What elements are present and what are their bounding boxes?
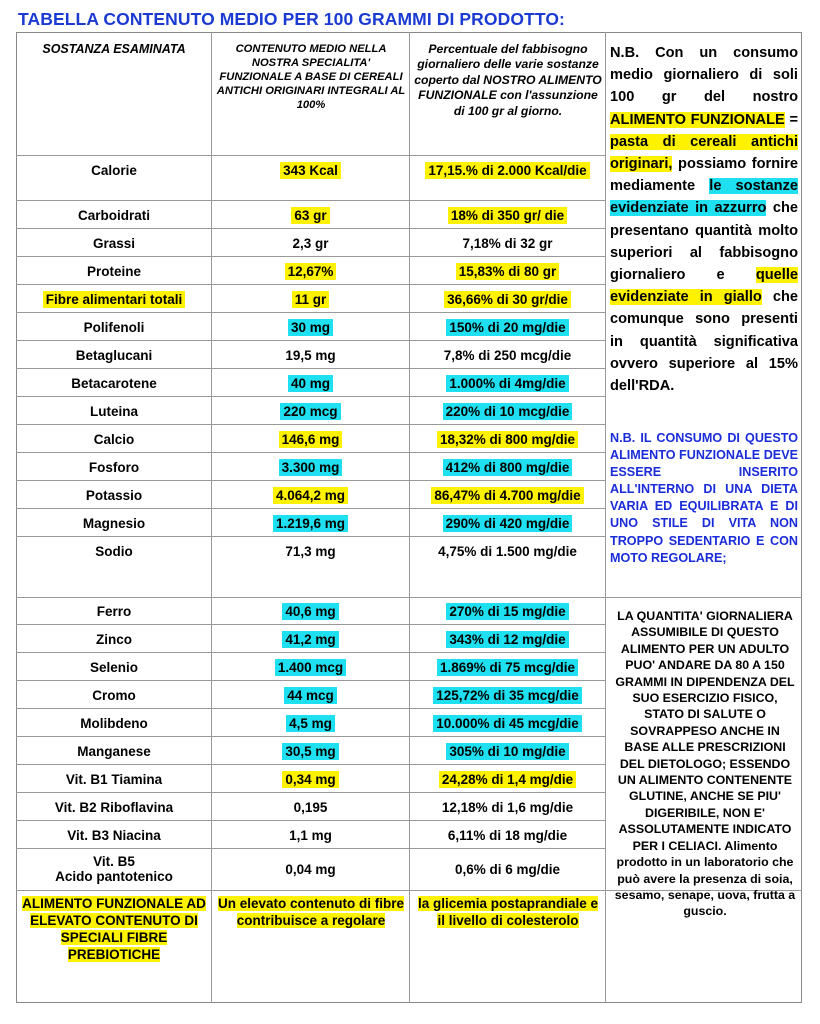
substance-name: Calorie [91, 162, 137, 178]
substance-value: 12,67% [212, 257, 409, 285]
substance-percent: 86,47% di 4.700 mg/die [410, 481, 605, 509]
footer-functional-food: ALIMENTO FUNZIONALE AD ELEVATO CONTENUTO DI SPECIALI FIBRE PREBIOTICHE [22, 896, 206, 962]
header-percent: Percentuale del fabbisogno giornaliero delle varie sostanze coperto dal NOSTRO ALIMENTO FUNZIONALE con l'assunzione di 100 gr al giorno. [414, 42, 602, 118]
substance-value: 1,1 mg [289, 827, 332, 843]
substance-percent: 290% di 420 mg/die [410, 509, 605, 537]
substance-name: Cromo [92, 687, 136, 703]
substance-name: Sodio [95, 543, 133, 559]
substance-name: Proteine [86, 263, 141, 279]
substance-value: 146,6 mg [212, 425, 409, 453]
substance-value: 220 mcg [212, 397, 409, 425]
substance-value: 0,195 [293, 799, 328, 815]
substance-percent: 305% di 10 mg/die [410, 737, 605, 765]
substance-name: Vit. B3 Niacina [67, 827, 161, 843]
substance-value: 30,5 mg [212, 737, 409, 765]
substance-value: 40 mg [212, 369, 409, 397]
substance-percent: 18,32% di 800 mg/die [410, 425, 605, 453]
substance-value: 30 mg [212, 313, 409, 341]
substance-name: Betacarotene [71, 375, 157, 391]
substance-name: Selenio [89, 659, 138, 675]
header-substance: SOSTANZA ESAMINATA [42, 42, 186, 56]
substance-name: Magnesio [82, 515, 146, 531]
substance-value: 1.400 mcg [212, 653, 409, 681]
daily-quantity-note: LA QUANTITA' GIORNALIERA ASSUMIBILE DI QUESTO ALIMENTO PER UN ADULTO PUO' ANDARE DA 80 A 150 GRAMMI IN DIPENDENZA DEL SUO ESERCIZIO FISICO, STATO DI SALUTE O SOVRAPPESO ANCHE IN BASE ALLE PRESCRIZIONI DEL DIETOLOGO; ESSENDO UN ALIMENTO CONTENENTE GLUTINE, ANCHE SE PIU' DIGERIBILE, NON E' ASSOLUTAMENTE INDICATO PER I CELIACI. Alimento prodotto in un laboratorio che può avere la presenza di soia, sesamo, senape, uova, frutta a guscio. [614, 609, 796, 919]
substance-name: Luteina [89, 403, 138, 419]
substance-percent: 412% di 800 mg/die [410, 453, 605, 481]
substance-value: 4.064,2 mg [212, 481, 409, 509]
substance-value: 2,3 gr [292, 235, 329, 251]
substance-percent: 15,83% di 80 gr [410, 257, 605, 285]
substance-value: 4,5 mg [212, 709, 409, 737]
substance-percent: 12,18% di 1,6 mg/die [441, 799, 574, 815]
substance-value: 0,04 mg [285, 861, 336, 877]
header-content: CONTENUTO MEDIO NELLA NOSTRA SPECIALITA' FUNZIONALE A BASE DI CEREALI ANTICHI ORIGINARI INTEGRALI AL 100% [216, 43, 406, 111]
substance-percent: 343% di 12 mg/die [410, 625, 605, 653]
substance-value: 44 mcg [212, 681, 409, 709]
substance-name: Grassi [92, 235, 136, 251]
substance-value: 71,3 mg [285, 543, 336, 559]
substance-value: 41,2 mg [212, 625, 409, 653]
substance-percent: 0,6% di 6 mg/die [454, 861, 561, 877]
substance-percent: 7,18% di 32 gr [462, 235, 553, 251]
substance-percent: 150% di 20 mg/die [410, 313, 605, 341]
page-title: TABELLA CONTENUTO MEDIO PER 100 GRAMMI DI PRODOTTO: [18, 9, 565, 29]
substance-name: Molibdeno [80, 715, 148, 731]
substance-value: 0,34 mg [212, 765, 409, 793]
substance-percent: 270% di 15 mg/die [410, 597, 605, 625]
substance-name: Vit. B2 Riboflavina [54, 799, 174, 815]
substance-percent: 7,8% di 250 mcg/die [443, 347, 572, 363]
substance-percent: 17,15.% di 2.000 Kcal/die [410, 155, 605, 185]
footer-fiber-effect: Un elevato contenuto di fibre contribuisce a regolare [217, 896, 404, 928]
substance-name: Carboidrati [77, 207, 150, 223]
substance-name: Polifenoli [83, 319, 145, 335]
substance-percent: 220% di 10 mcg/die [410, 397, 605, 425]
substance-value: 19,5 mg [285, 347, 336, 363]
substance-name: Betaglucani [75, 347, 153, 363]
substance-name: Potassio [85, 487, 143, 503]
substance-name: Ferro [96, 603, 132, 619]
substance-percent: 1.869% di 75 mcg/die [410, 653, 605, 681]
substance-percent: 36,66% di 30 gr/die [410, 285, 605, 313]
substance-value: 40,6 mg [212, 597, 409, 625]
substance-value: 11 gr [212, 285, 409, 313]
substance-percent: 1.000% di 4mg/die [410, 369, 605, 397]
substance-percent: 18% di 350 gr/ die [410, 201, 605, 229]
substance-percent: 6,11% di 18 mg/die [447, 827, 568, 843]
substance-value: 1.219,6 mg [212, 509, 409, 537]
substance-name: Manganese [77, 743, 151, 759]
substance-percent: 125,72% di 35 mcg/die [410, 681, 605, 709]
substance-name: Fibre alimentari totali [17, 285, 211, 313]
substance-percent: 4,75% di 1.500 mg/die [438, 543, 577, 559]
substance-percent: 10.000% di 45 mcg/die [410, 709, 605, 737]
substance-name: Vit. B1 Tiamina [65, 771, 163, 787]
substance-name: Vit. B5 Acido pantotenico [55, 854, 173, 884]
substance-percent: 24,28% di 1,4 mg/die [410, 765, 605, 793]
consumption-note: N.B. Con un consumo medio giornaliero di soli 100 gr del nostro ALIMENTO FUNZIONALE = pasta di cereali antichi originari, possiamo fornire mediamente le sostanze evidenziate in azzurro che presentano quantità molto superiori al fabbisogno giornaliero e quelle evidenziate in giallo che comunque sono presenti in quantità significativa ovvero superiore al 15% dell'RDA. [610, 45, 799, 395]
column-divider [605, 32, 606, 1003]
substance-name: Calcio [93, 431, 135, 447]
substance-name: Zinco [96, 631, 132, 647]
substance-value: 343 Kcal [212, 155, 409, 185]
substance-name: Fosforo [88, 459, 140, 475]
substance-value: 3.300 mg [212, 453, 409, 481]
substance-value: 63 gr [212, 201, 409, 229]
footer-glycemia: la glicemia postaprandiale e il livello di colesterolo [417, 896, 599, 928]
diet-note: N.B. IL CONSUMO DI QUESTO ALIMENTO FUNZIONALE DEVE ESSERE INSERITO ALL'INTERNO DI UNA DIETA VARIA ED EQUILIBRATA E DI UNO STILE DI VITA NON TROPPO SEDENTARIO E CON MOTO REGOLARE; [610, 431, 798, 565]
